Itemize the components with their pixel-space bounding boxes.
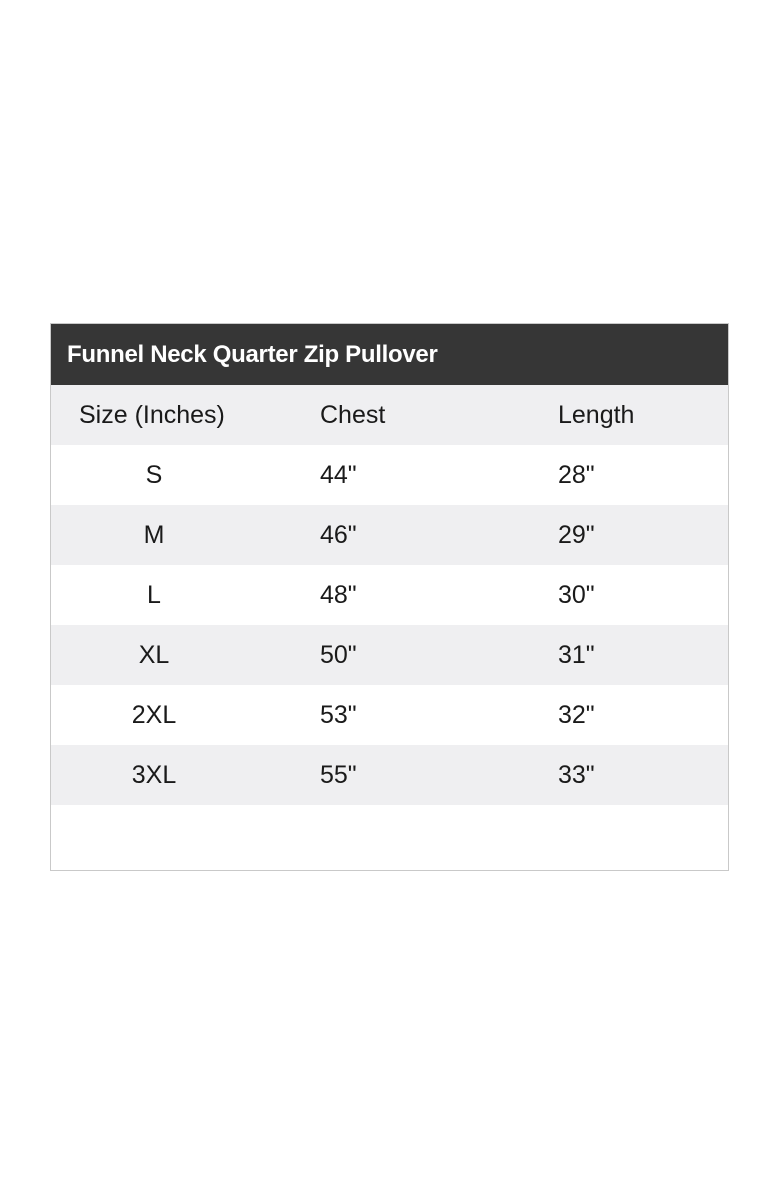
chest-cell: 46" [320, 521, 357, 549]
table-row [51, 565, 728, 625]
table-row [51, 685, 728, 745]
table-header-row [51, 385, 728, 445]
table-row [51, 445, 728, 505]
chest-cell: 55" [320, 761, 357, 789]
length-cell: 30" [558, 581, 595, 609]
table-row [51, 505, 728, 565]
length-cell: 33" [558, 761, 595, 789]
header-size: Size (Inches) [79, 401, 225, 429]
table-row [51, 745, 728, 805]
table-row [51, 625, 728, 685]
header-chest: Chest [320, 401, 386, 429]
length-cell: 31" [558, 641, 595, 669]
length-cell: 29" [558, 521, 595, 549]
size-cell: L [147, 581, 161, 609]
size-chart-title: Funnel Neck Quarter Zip Pullover [51, 324, 728, 385]
chest-cell: 44" [320, 461, 357, 489]
size-cell: 3XL [131, 761, 177, 789]
size-cell: M [143, 521, 165, 549]
header-length: Length [558, 401, 635, 429]
size-cell: S [145, 461, 163, 489]
chest-cell: 48" [320, 581, 357, 609]
chest-cell: 53" [320, 701, 357, 729]
length-cell: 32" [558, 701, 595, 729]
size-chart-table [50, 323, 729, 871]
length-cell: 28" [558, 461, 595, 489]
size-cell: 2XL [131, 701, 177, 729]
chest-cell: 50" [320, 641, 357, 669]
size-cell: XL [138, 641, 170, 669]
